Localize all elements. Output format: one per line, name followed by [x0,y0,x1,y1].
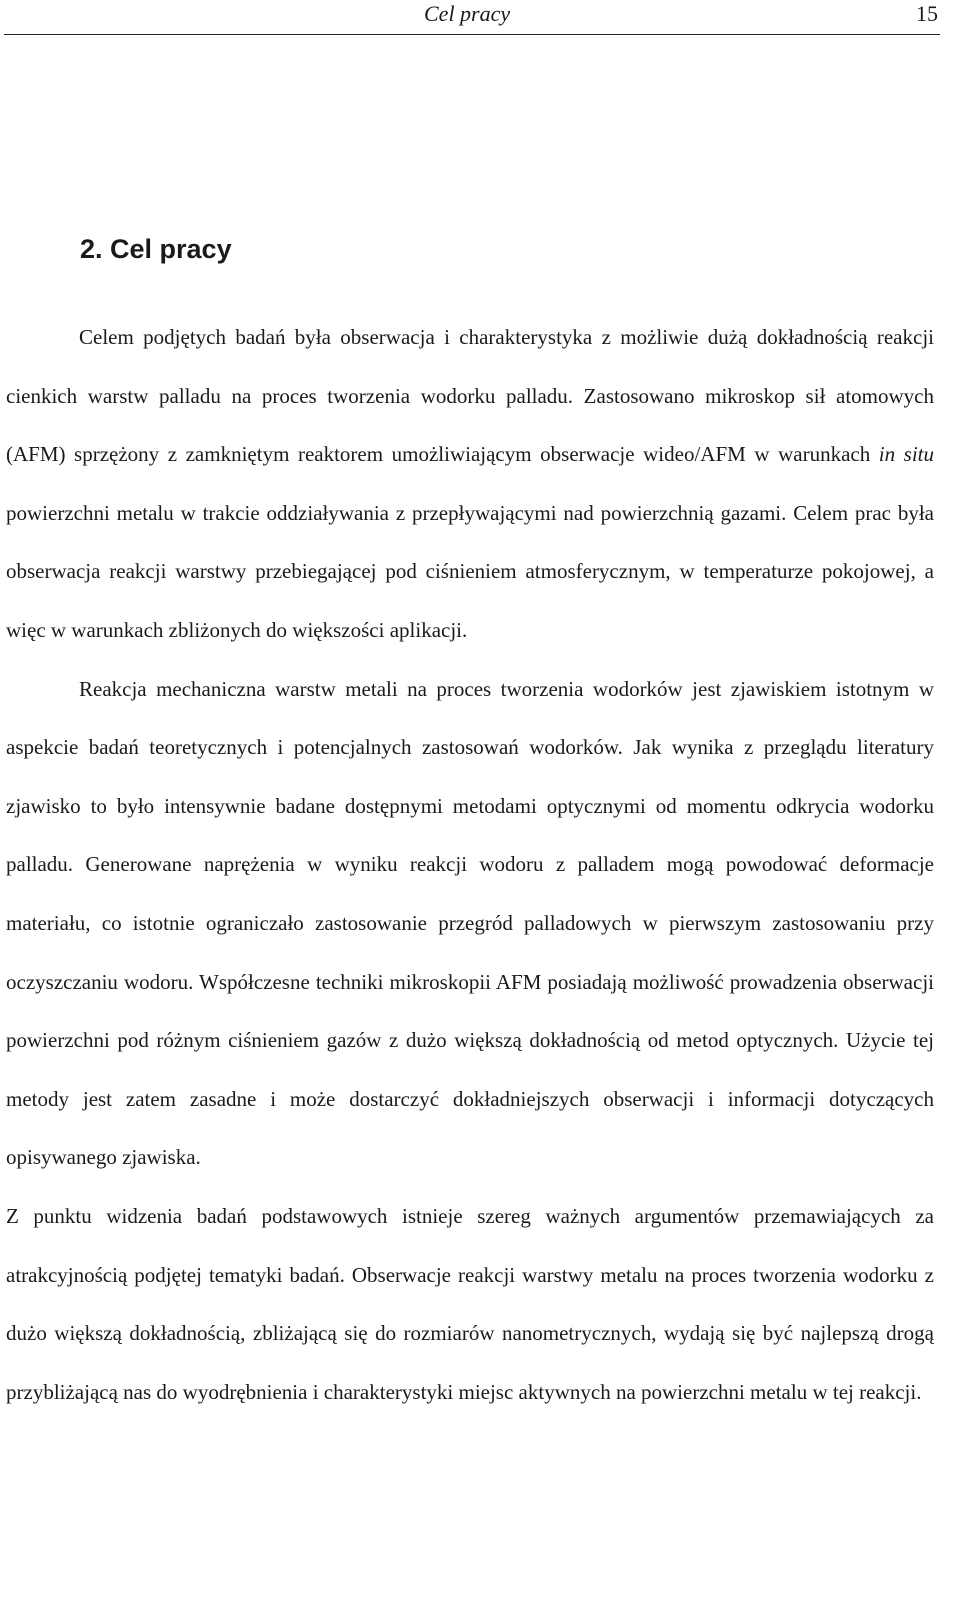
paragraph-2: Reakcja mechaniczna warstw metali na proces tworzenia wodorków jest zjawiskiem istotnym w aspekcie badań teoretycznych i potencjalnych zastosowań wodorków. Jak wynika z przeglądu literatury zjawisko to było intensywnie badane dostępnymi metodami optycznymi od momentu odkrycia wodorku palladu. Generowane naprężenia w wyniku reakcji wodoru z palladem mogą powodować deformacje materiału, co istotnie ograniczało zastosowanie przegród palladowych w pierwszym zastosowaniu przy oczyszczaniu wodoru. Współczesne techniki mikroskopii AFM posiadają możliwość prowadzenia obserwacji powierzchni pod różnym ciśnieniem gazów z dużo większą dokładnością od metod optycznych. Użycie tej metody jest zatem zasadne i może dostarczyć dokładniejszych obserwacji i informacji dotyczących opisywanego zjawiska. [6,676,934,1170]
paragraph-1-text-b: powierzchni metalu w trakcie oddziaływania z przepływającymi nad powierzchnią gazami. Celem prac była obserwacja reakcji warstwy przebiegającej pod ciśnieniem atmosferycznym, w temperaturze pokojowej, a więc w warunkach zbliżonych do większości aplikacji. [6,500,934,642]
page-header [4,0,940,35]
body-text [6,308,934,1421]
chapter-heading: 2. Cel pracy [80,234,232,264]
page-number: 15 [916,1,938,26]
paragraph-1-text-a: Celem podjętych badań była obserwacja i charakterystyka z możliwie dużą dokładnością reakcji cienkich warstw palladu na proces tworzenia wodorku palladu. Zastosowano mikroskop sił atomowych (AFM) sprzężony z zamkniętym reaktorem umożliwiającym obserwacje wideo/AFM w warunkach [6,325,934,467]
running-title: Cel pracy [424,1,511,26]
paragraph-1-italic: in situ [878,442,934,467]
paragraph-3: Z punktu widzenia badań podstawowych istnieje szereg ważnych argumentów przemawiających za atrakcyjnością podjętej tematyki badań. Obserwacje reakcji warstwy metalu na proces tworzenia wodorku z dużo większą dokładnością, zbliżającą się do rozmiarów nanometrycznych, wydają się być najlepszą drogą przybliżającą nas do wyodrębnienia i charakterystyki miejsc aktywnych na powierzchni metalu w tej reakcji. [6,1203,934,1404]
paragraph-1 [6,308,934,660]
